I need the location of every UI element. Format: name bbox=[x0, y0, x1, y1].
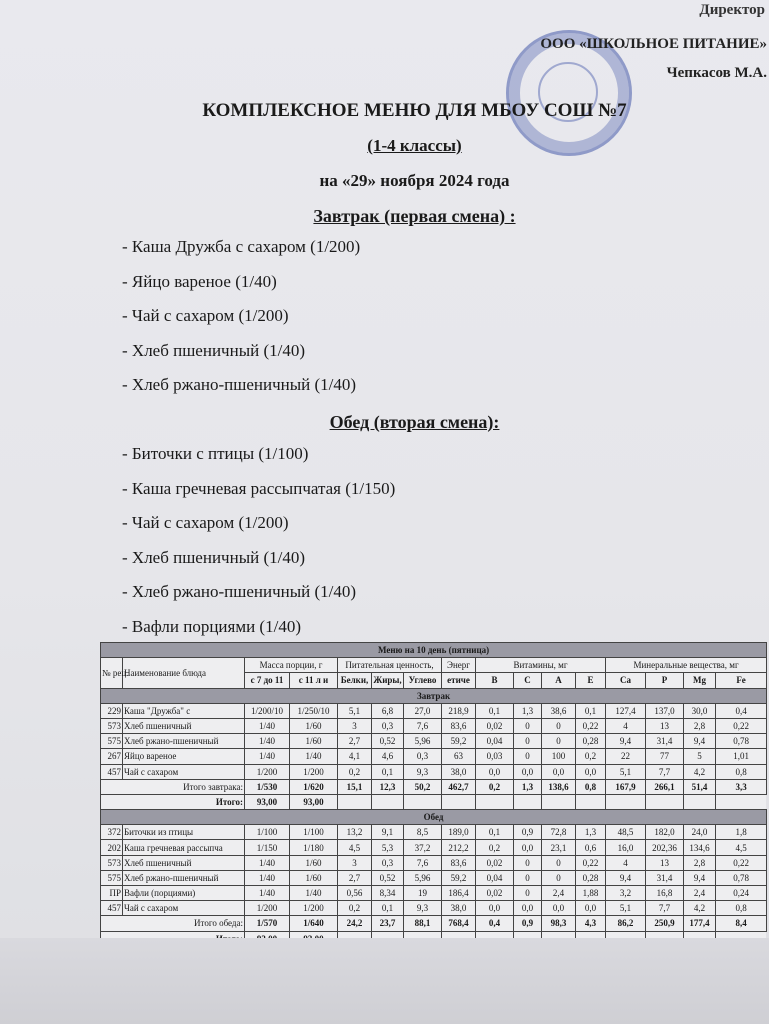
table-cell: 0,8 bbox=[716, 764, 767, 779]
sub-header-cell: с 11 л и bbox=[290, 673, 338, 688]
table-caption: Меню на 10 день (пятница) bbox=[101, 643, 767, 658]
table-cell: 0,1 bbox=[476, 703, 514, 718]
total-cell: 0,8 bbox=[576, 779, 606, 794]
table-cell: 0,52 bbox=[372, 870, 404, 885]
list-item: - Хлеб ржано-пшеничный (1/40) bbox=[122, 582, 357, 601]
table-cell: 2,4 bbox=[684, 886, 716, 901]
total-cell: 250,9 bbox=[646, 916, 684, 931]
desk-surface bbox=[0, 938, 769, 1024]
table-cell: 4,5 bbox=[716, 840, 767, 855]
list-item: - Каша Дружба с сахаром (1/200) bbox=[122, 237, 361, 256]
total-cell: 462,7 bbox=[442, 779, 476, 794]
table-cell: 7,6 bbox=[404, 855, 442, 870]
table-cell: 0,0 bbox=[514, 901, 542, 916]
organization-name: ООО «ШКОЛЬНОЕ ПИТАНИЕ» bbox=[540, 36, 767, 52]
table-cell: 0,56 bbox=[338, 886, 372, 901]
director-label: Директор bbox=[699, 2, 765, 18]
lunch-total-row bbox=[101, 916, 767, 931]
table-cell: 229 bbox=[101, 703, 123, 718]
table-cell: 575 bbox=[101, 734, 123, 749]
total-cell: 8,4 bbox=[716, 916, 767, 931]
table-cell: ПР bbox=[101, 886, 123, 901]
table-cell: 0,1 bbox=[372, 901, 404, 916]
empty-cell bbox=[372, 794, 404, 809]
table-cell: Чай с сахаром bbox=[123, 901, 245, 916]
table-cell: 0 bbox=[542, 855, 576, 870]
list-item: - Хлеб пшеничный (1/40) bbox=[122, 340, 306, 360]
total-cell: 768,4 bbox=[442, 916, 476, 931]
total-cell: Итого обеда: bbox=[101, 916, 245, 931]
table-cell: 0,0 bbox=[476, 901, 514, 916]
table-cell: 137,0 bbox=[646, 703, 684, 718]
table-cell: 1/40 bbox=[245, 886, 290, 901]
list-item: - Хлеб пшеничный (1/40) bbox=[122, 547, 306, 567]
table-cell: 0,04 bbox=[476, 734, 514, 749]
table-cell: 3 bbox=[338, 855, 372, 870]
table-cell: 0,0 bbox=[514, 840, 542, 855]
table-cell: 457 bbox=[101, 901, 123, 916]
table-cell: 1/40 bbox=[245, 749, 290, 764]
table-cell: 0,3 bbox=[404, 749, 442, 764]
table-cell: 1/40 bbox=[290, 749, 338, 764]
total-cell: 167,9 bbox=[606, 779, 646, 794]
table-cell: 182,0 bbox=[646, 825, 684, 840]
empty-cell bbox=[476, 794, 514, 809]
col-header-nutrition: Питательная ценность, bbox=[338, 658, 442, 673]
table-cell: 2,7 bbox=[338, 734, 372, 749]
col-header-minerals: Минеральные вещества, мг bbox=[606, 658, 767, 673]
list-item: - Чай с сахаром (1/200) bbox=[122, 513, 289, 532]
table-cell: 0,2 bbox=[476, 840, 514, 855]
table-row bbox=[101, 703, 767, 718]
table-cell: 0,28 bbox=[576, 870, 606, 885]
table-cell: 59,2 bbox=[442, 870, 476, 885]
total-cell: 98,3 bbox=[542, 916, 576, 931]
table-cell: 16,0 bbox=[606, 840, 646, 855]
total-cell: 15,1 bbox=[338, 779, 372, 794]
table-cell: 0,02 bbox=[476, 718, 514, 733]
table-cell: 1,3 bbox=[514, 703, 542, 718]
table-cell: Каша гречневая рассыпча bbox=[123, 840, 245, 855]
total-cell: 86,2 bbox=[606, 916, 646, 931]
table-cell: Хлеб ржано-пшеничный bbox=[123, 870, 245, 885]
table-cell: 0,24 bbox=[716, 886, 767, 901]
table-cell: 1/40 bbox=[290, 886, 338, 901]
breakfast-list bbox=[122, 230, 360, 403]
table-cell: 218,9 bbox=[442, 703, 476, 718]
table-cell: 1/60 bbox=[290, 718, 338, 733]
table-cell: 27,0 bbox=[404, 703, 442, 718]
sub-header-cell: Жиры, bbox=[372, 673, 404, 688]
table-cell: Яйцо вареное bbox=[123, 749, 245, 764]
table-cell: 1/200 bbox=[245, 764, 290, 779]
table-cell: 4,2 bbox=[684, 901, 716, 916]
table-cell: 4,5 bbox=[338, 840, 372, 855]
table-cell: 0,2 bbox=[576, 749, 606, 764]
sub-header-cell: етиче bbox=[442, 673, 476, 688]
table-cell: 1/200 bbox=[245, 901, 290, 916]
sub-header-cell: с 7 до 11 bbox=[245, 673, 290, 688]
table-cell: 7,6 bbox=[404, 718, 442, 733]
table-cell: 573 bbox=[101, 855, 123, 870]
table-cell: 59,2 bbox=[442, 734, 476, 749]
table-cell: 31,4 bbox=[646, 734, 684, 749]
table-cell: 267 bbox=[101, 749, 123, 764]
table-cell: 0,22 bbox=[576, 718, 606, 733]
table-cell: 83,6 bbox=[442, 855, 476, 870]
breakfast-itogo-row bbox=[101, 794, 767, 809]
table-cell: 5,1 bbox=[606, 901, 646, 916]
approver-name: Чепкасов М.А. bbox=[666, 65, 767, 81]
table-cell: 186,4 bbox=[442, 886, 476, 901]
empty-cell bbox=[442, 794, 476, 809]
table-cell: 77 bbox=[646, 749, 684, 764]
table-cell: 38,0 bbox=[442, 901, 476, 916]
table-cell: 4 bbox=[606, 855, 646, 870]
empty-cell bbox=[404, 794, 442, 809]
total-cell: 51,4 bbox=[684, 779, 716, 794]
table-cell: 38,0 bbox=[442, 764, 476, 779]
table-cell: 575 bbox=[101, 870, 123, 885]
table-cell: 23,1 bbox=[542, 840, 576, 855]
table-cell: 0 bbox=[514, 718, 542, 733]
list-item: - Хлеб ржано-пшеничный (1/40) bbox=[122, 375, 357, 394]
table-row bbox=[101, 886, 767, 901]
table-cell: 7,7 bbox=[646, 764, 684, 779]
nutrition-table-wrap bbox=[100, 642, 766, 938]
lunch-list bbox=[122, 437, 395, 644]
table-cell: 2,8 bbox=[684, 855, 716, 870]
table-cell: 134,6 bbox=[684, 840, 716, 855]
table-cell: 0,1 bbox=[476, 825, 514, 840]
lunch-section-label: Обед bbox=[101, 810, 767, 825]
table-cell: 0 bbox=[514, 870, 542, 885]
table-cell: 0 bbox=[514, 886, 542, 901]
table-cell: 1/40 bbox=[245, 855, 290, 870]
table-cell: 16,8 bbox=[646, 886, 684, 901]
table-cell: 0,02 bbox=[476, 886, 514, 901]
table-cell: 1/200 bbox=[290, 764, 338, 779]
total-cell: 1/620 bbox=[290, 779, 338, 794]
total-cell: 138,6 bbox=[542, 779, 576, 794]
table-cell: 48,5 bbox=[606, 825, 646, 840]
table-cell: 19 bbox=[404, 886, 442, 901]
table-cell: 1,8 bbox=[716, 825, 767, 840]
sub-header-cell: P bbox=[646, 673, 684, 688]
total-cell: 0,2 bbox=[476, 779, 514, 794]
table-cell: 0,2 bbox=[338, 901, 372, 916]
empty-cell bbox=[646, 794, 684, 809]
table-cell: 4 bbox=[606, 718, 646, 733]
table-cell: 0,0 bbox=[514, 764, 542, 779]
breakfast-total-row bbox=[101, 779, 767, 794]
breakfast-section-label: Завтрак bbox=[101, 688, 767, 703]
table-cell: 100 bbox=[542, 749, 576, 764]
table-cell: 0,9 bbox=[514, 825, 542, 840]
table-cell: Хлеб пшеничный bbox=[123, 718, 245, 733]
table-cell: 72,8 bbox=[542, 825, 576, 840]
table-cell: 0,78 bbox=[716, 870, 767, 885]
table-cell: 0,28 bbox=[576, 734, 606, 749]
table-cell: 5,1 bbox=[606, 764, 646, 779]
col-header-rec: № рец. bbox=[101, 658, 123, 688]
table-cell: Чай с сахаром bbox=[123, 764, 245, 779]
col-header-mass: Масса порции, г bbox=[245, 658, 338, 673]
table-cell: 1/60 bbox=[290, 855, 338, 870]
table-cell: 0 bbox=[542, 718, 576, 733]
grade-range: (1-4 классы) bbox=[367, 136, 462, 155]
total-cell: 177,4 bbox=[684, 916, 716, 931]
sub-header-cell: Fe bbox=[716, 673, 767, 688]
table-row bbox=[101, 825, 767, 840]
table-cell: 202 bbox=[101, 840, 123, 855]
table-cell: 0,4 bbox=[716, 703, 767, 718]
table-cell: 9,1 bbox=[372, 825, 404, 840]
sub-header-cell: B bbox=[476, 673, 514, 688]
table-cell: 5 bbox=[684, 749, 716, 764]
list-item: - Яйцо вареное (1/40) bbox=[122, 271, 277, 291]
table-cell: 0,78 bbox=[716, 734, 767, 749]
table-cell: 38,6 bbox=[542, 703, 576, 718]
table-cell: 0,6 bbox=[576, 840, 606, 855]
table-cell: 127,4 bbox=[606, 703, 646, 718]
total-cell: 23,7 bbox=[372, 916, 404, 931]
table-cell: 0,0 bbox=[476, 764, 514, 779]
total-cell: 1/640 bbox=[290, 916, 338, 931]
table-cell: 24,0 bbox=[684, 825, 716, 840]
table-cell: 8,34 bbox=[372, 886, 404, 901]
table-row bbox=[101, 764, 767, 779]
total-cell: 1/570 bbox=[245, 916, 290, 931]
total-cell: 0,4 bbox=[476, 916, 514, 931]
table-cell: 0,1 bbox=[372, 764, 404, 779]
table-cell: 0,0 bbox=[542, 901, 576, 916]
table-cell: 0 bbox=[514, 855, 542, 870]
total-cell: 0,9 bbox=[514, 916, 542, 931]
table-cell: 4,1 bbox=[338, 749, 372, 764]
table-cell: 7,7 bbox=[646, 901, 684, 916]
table-cell: 22 bbox=[606, 749, 646, 764]
table-cell: Вафли (порциями) bbox=[123, 886, 245, 901]
table-cell: 5,3 bbox=[372, 840, 404, 855]
sub-header-cell: Ca bbox=[606, 673, 646, 688]
table-cell: 3,2 bbox=[606, 886, 646, 901]
table-cell: 6,8 bbox=[372, 703, 404, 718]
table-cell: 83,6 bbox=[442, 718, 476, 733]
total-cell: 3,3 bbox=[716, 779, 767, 794]
nutrition-table bbox=[100, 642, 767, 947]
empty-cell bbox=[514, 794, 542, 809]
total-cell: 4,3 bbox=[576, 916, 606, 931]
table-cell: 9,4 bbox=[606, 734, 646, 749]
itogo-cell: 93,00 bbox=[290, 794, 338, 809]
table-cell: 13 bbox=[646, 855, 684, 870]
table-cell: 1,01 bbox=[716, 749, 767, 764]
table-cell: 2,8 bbox=[684, 718, 716, 733]
table-cell: 0,52 bbox=[372, 734, 404, 749]
empty-cell bbox=[684, 794, 716, 809]
table-cell: 31,4 bbox=[646, 870, 684, 885]
table-cell: 457 bbox=[101, 764, 123, 779]
table-cell: 8,5 bbox=[404, 825, 442, 840]
col-header-energy: Энерг bbox=[442, 658, 476, 673]
table-cell: 5,1 bbox=[338, 703, 372, 718]
total-cell: 266,1 bbox=[646, 779, 684, 794]
table-cell: 9,4 bbox=[684, 870, 716, 885]
table-cell: 0,3 bbox=[372, 855, 404, 870]
itogo-cell: 93,00 bbox=[245, 794, 290, 809]
sub-header-cell: Углево bbox=[404, 673, 442, 688]
table-cell: 573 bbox=[101, 718, 123, 733]
table-cell: 202,36 bbox=[646, 840, 684, 855]
table-row bbox=[101, 718, 767, 733]
table-row bbox=[101, 870, 767, 885]
table-row bbox=[101, 734, 767, 749]
list-item: - Биточки с птицы (1/100) bbox=[122, 444, 309, 463]
total-cell: 12,3 bbox=[372, 779, 404, 794]
empty-cell bbox=[542, 794, 576, 809]
table-row bbox=[101, 749, 767, 764]
table-cell: 0,02 bbox=[476, 855, 514, 870]
table-cell: 1/150 bbox=[245, 840, 290, 855]
table-cell: 1/40 bbox=[245, 870, 290, 885]
table-cell: 1/60 bbox=[290, 734, 338, 749]
table-cell: 0 bbox=[542, 870, 576, 885]
table-cell: 212,2 bbox=[442, 840, 476, 855]
table-cell: 4,6 bbox=[372, 749, 404, 764]
list-item: - Чай с сахаром (1/200) bbox=[122, 306, 289, 325]
itogo-cell: Итого: bbox=[101, 794, 245, 809]
table-cell: Хлеб ржано-пшеничный bbox=[123, 734, 245, 749]
table-cell: 9,3 bbox=[404, 901, 442, 916]
table-cell: 1/40 bbox=[245, 718, 290, 733]
table-row bbox=[101, 840, 767, 855]
table-cell: 1/250/10 bbox=[290, 703, 338, 718]
col-header-vitamins: Витамины, мг bbox=[476, 658, 606, 673]
table-row bbox=[101, 901, 767, 916]
table-cell: 0,1 bbox=[576, 703, 606, 718]
sub-header-cell: C bbox=[514, 673, 542, 688]
table-cell: 0 bbox=[514, 749, 542, 764]
sub-header-cell: A bbox=[542, 673, 576, 688]
lunch-heading: Обед (вторая смена): bbox=[329, 412, 500, 432]
table-cell: 0,22 bbox=[576, 855, 606, 870]
table-cell: 5,96 bbox=[404, 870, 442, 885]
table-cell: 0,0 bbox=[576, 901, 606, 916]
table-cell: 13 bbox=[646, 718, 684, 733]
list-item: - Вафли порциями (1/40) bbox=[122, 616, 301, 636]
sub-header-cell: Белки, bbox=[338, 673, 372, 688]
table-cell: 30,0 bbox=[684, 703, 716, 718]
table-cell: 1/200/10 bbox=[245, 703, 290, 718]
table-cell: 9,3 bbox=[404, 764, 442, 779]
table-cell: 1,3 bbox=[576, 825, 606, 840]
list-item: - Каша гречневая рассыпчатая (1/150) bbox=[122, 478, 396, 498]
empty-cell bbox=[338, 794, 372, 809]
table-cell: 0,0 bbox=[576, 764, 606, 779]
total-cell: Итого завтрака: bbox=[101, 779, 245, 794]
breakfast-heading: Завтрак (первая смена) : bbox=[313, 206, 516, 226]
table-cell: 4,2 bbox=[684, 764, 716, 779]
table-cell: 63 bbox=[442, 749, 476, 764]
table-cell: 37,2 bbox=[404, 840, 442, 855]
empty-cell bbox=[716, 794, 767, 809]
table-cell: 9,4 bbox=[684, 734, 716, 749]
total-cell: 1/530 bbox=[245, 779, 290, 794]
table-cell: 0,03 bbox=[476, 749, 514, 764]
table-cell: 1/100 bbox=[245, 825, 290, 840]
menu-date: на «29» ноября 2024 года bbox=[319, 171, 510, 190]
table-cell: 2,4 bbox=[542, 886, 576, 901]
table-cell: 189,0 bbox=[442, 825, 476, 840]
table-cell: 0 bbox=[542, 734, 576, 749]
table-cell: Хлеб пшеничный bbox=[123, 855, 245, 870]
table-cell: 0,8 bbox=[716, 901, 767, 916]
table-cell: 1/200 bbox=[290, 901, 338, 916]
table-cell: 1,88 bbox=[576, 886, 606, 901]
table-cell: 372 bbox=[101, 825, 123, 840]
table-cell: 9,4 bbox=[606, 870, 646, 885]
table-cell: 13,2 bbox=[338, 825, 372, 840]
table-cell: 1/180 bbox=[290, 840, 338, 855]
table-cell: Каша "Дружба" с bbox=[123, 703, 245, 718]
table-cell: 0,3 bbox=[372, 718, 404, 733]
table-cell: 0 bbox=[514, 734, 542, 749]
table-cell: 0,2 bbox=[338, 764, 372, 779]
table-row bbox=[101, 855, 767, 870]
table-cell: 1/100 bbox=[290, 825, 338, 840]
col-header-name: Наименование блюда bbox=[123, 658, 245, 688]
table-cell: 1/60 bbox=[290, 870, 338, 885]
table-cell: Биточки из птицы bbox=[123, 825, 245, 840]
page-title: КОМПЛЕКСНОЕ МЕНЮ ДЛЯ МБОУ СОШ №7 bbox=[202, 100, 627, 121]
table-cell: 0,22 bbox=[716, 718, 767, 733]
table-cell: 1/40 bbox=[245, 734, 290, 749]
total-cell: 88,1 bbox=[404, 916, 442, 931]
sub-header-cell: E bbox=[576, 673, 606, 688]
table-cell: 2,7 bbox=[338, 870, 372, 885]
table-cell: 0,22 bbox=[716, 855, 767, 870]
sub-header-cell: Mg bbox=[684, 673, 716, 688]
empty-cell bbox=[606, 794, 646, 809]
total-cell: 50,2 bbox=[404, 779, 442, 794]
total-cell: 1,3 bbox=[514, 779, 542, 794]
empty-cell bbox=[576, 794, 606, 809]
table-cell: 3 bbox=[338, 718, 372, 733]
total-cell: 24,2 bbox=[338, 916, 372, 931]
table-cell: 0,0 bbox=[542, 764, 576, 779]
table-cell: 0,04 bbox=[476, 870, 514, 885]
table-cell: 5,96 bbox=[404, 734, 442, 749]
